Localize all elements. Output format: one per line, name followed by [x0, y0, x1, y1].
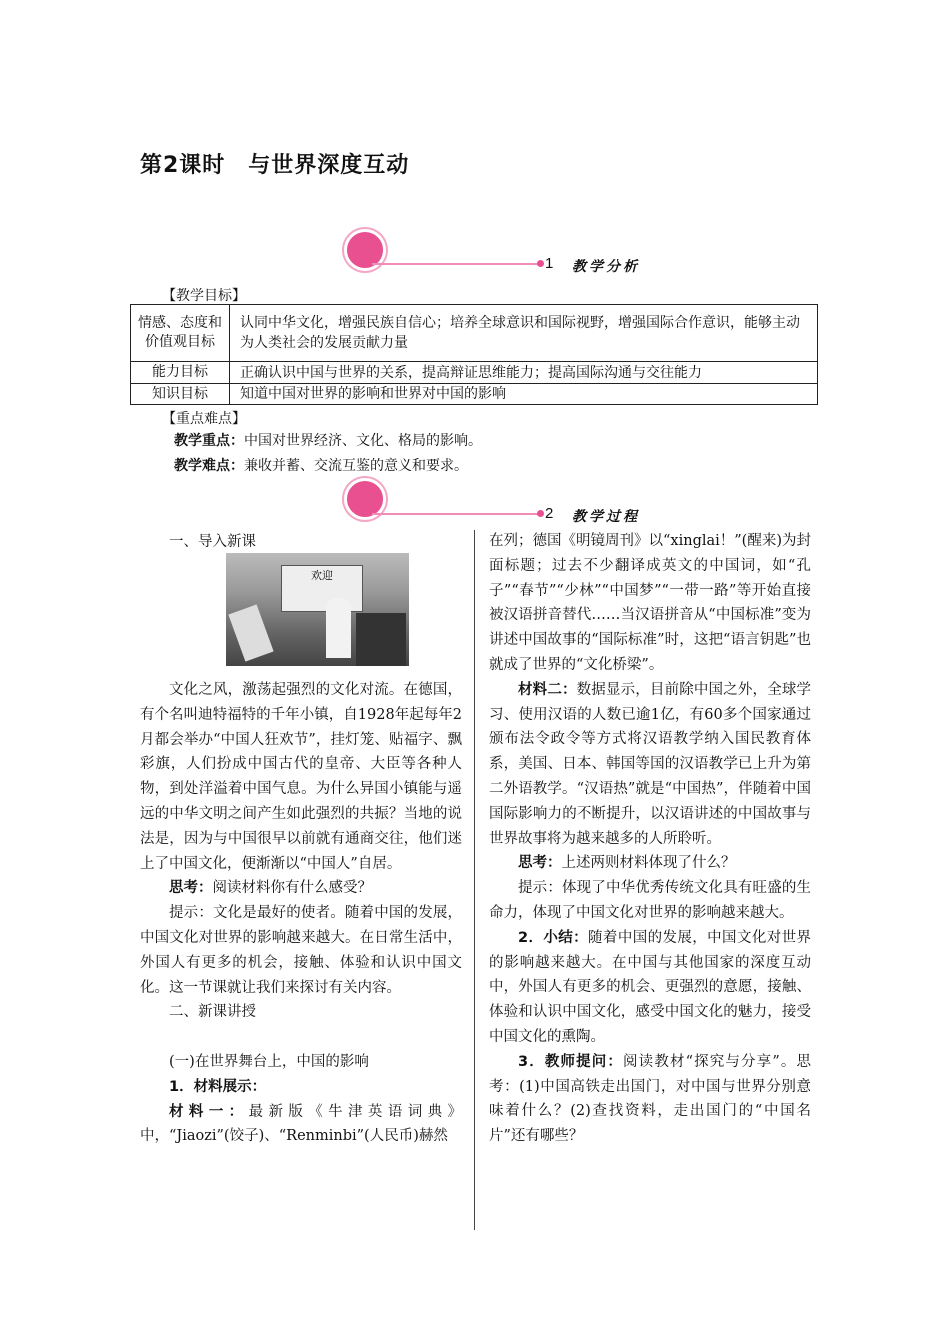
- keypoints-heading: 【重点难点】: [162, 411, 246, 427]
- photo-crowd: [356, 613, 406, 666]
- intro-heading: 一、导入新课: [169, 534, 256, 550]
- think-text: 阅读材料你有什么感受？: [212, 880, 372, 897]
- section-heading: 教学分析: [572, 259, 640, 275]
- material2-label: 材料二：: [518, 681, 577, 698]
- spacer: [140, 1025, 462, 1050]
- table-row: [131, 305, 818, 362]
- question-line: [489, 1050, 811, 1149]
- intro-text: 文化之风，激荡起强烈的文化对流。在德国，有个名叫迪特福特的千年小镇，自1928年起每年2月都会举办“中国人狂欢节”，挂灯笼、贴福字、飘彩旗，人们扮成中国古代的皇帝、大臣等各种人物，到处洋溢着中国气息。为什么异国小镇能与遥远的中华文明之间产生如此强烈的共振？当地的说法是，因为与中国很早以前就有通商交往，他们迷上了中国文化，便渐渐以“中国人”自居。: [140, 682, 462, 872]
- think-text: 上述两则材料体现了什么？: [561, 855, 736, 872]
- objectives-heading: 【教学目标】: [162, 288, 246, 304]
- material1-line: [140, 1100, 462, 1150]
- material2-line: [489, 678, 811, 852]
- hint-label: 提示：: [169, 905, 213, 922]
- item1-label: 1．材料展示：: [169, 1078, 267, 1095]
- material2-text: 数据显示，目前除中国之外，全球学习、使用汉语的人数已逾1亿，有60多个国家通过颁布法令政令等方式将汉语教学纳入国民教育体系，美国、日本、韩国等国的汉语教学已上升为第二外语教学。“汉语热”就是“中国热”，伴随着中国国际影响力的不断提升，以汉语讲述的中国故事与世界故事将为越来越多的人所聆听。: [489, 681, 812, 847]
- row-label: 情感、态度和价值观目标: [131, 305, 230, 362]
- section-divider: [372, 513, 540, 515]
- right-column: [489, 529, 811, 1149]
- think-label: 思考：: [518, 855, 562, 872]
- page-title: 第2课时 与世界深度互动: [140, 153, 410, 178]
- section-heading: 教学过程: [572, 509, 640, 525]
- material1-label: 材料一：: [169, 1103, 249, 1120]
- think-line: [489, 851, 811, 876]
- row-label: 知识目标: [131, 384, 230, 405]
- difficulty-line: [174, 453, 468, 479]
- row-text: 正确认识中国与世界的关系，提高辩证思维能力；提高国际沟通与交往能力: [230, 362, 818, 384]
- focus-text: 中国对世界经济、文化、格局的影响。: [244, 433, 482, 449]
- photo-flag: [228, 604, 273, 661]
- column-divider: [474, 530, 475, 1230]
- hint-text: 文化是最好的使者。随着中国的发展，中国文化对世界的影响越来越大。在日常生活中，外国人有更多的机会，接触、体验和认识中国文化。这一节课就让我们来探讨有关内容。: [140, 905, 463, 996]
- summary-text: 随着中国的发展，中国文化对世界的影响越来越大。在中国与其他国家的深度互动中，外国人有更多的机会、更强烈的意愿，接触、体验和认识中国文化，感受中国文化的魅力，接受中国文化的熏陶。: [489, 929, 812, 1045]
- section-number: 1: [545, 255, 554, 272]
- left-column-body: [140, 678, 462, 1149]
- summary-label: 2．小结：: [518, 929, 589, 946]
- section-dot-icon: [537, 260, 544, 267]
- item1-heading: [140, 1075, 462, 1100]
- section-number: 2: [545, 505, 554, 522]
- festival-photo: [226, 553, 409, 666]
- material1-continued: 在列；德国《明镜周刊》以“xinglai！”(醒来)为封面标题；过去不少翻译成英文的中国词，如“孔子”“春节”“少林”“中国梦”“一带一路”等开始直接被汉语拼音替代……当汉语拼音从“中国标准”变为讲述中国故事的“国际标准”时，这把“语言钥匙”也就成了世界的“文化桥梁”。: [489, 533, 811, 673]
- objectives-table: [130, 304, 818, 405]
- photo-banner: 欢迎: [281, 565, 363, 612]
- row-text: 认同中华文化，增强民族自信心；培养全球意识和国际视野，增强国际合作意识，能够主动为人类社会的发展贡献力量: [230, 305, 818, 362]
- hint-text: 体现了中华优秀传统文化具有旺盛的生命力，体现了中国文化对世界的影响越来越大。: [489, 880, 812, 921]
- row-text: 知道中国对世界的影响和世界对中国的影响: [230, 384, 818, 405]
- difficulty-label: 教学难点：: [174, 458, 244, 474]
- photo-person: [326, 598, 351, 658]
- hint-label: 提示：: [518, 880, 562, 897]
- row-label: 能力目标: [131, 362, 230, 384]
- table-row: [131, 384, 818, 405]
- summary-line: [489, 926, 811, 1050]
- question-text: 阅读教材“探究与分享”。思考：(1)中国高铁走出国门，对中国与世界分别意味着什么？(2)查找资料，走出国门的“中国名片”还有哪些？: [489, 1053, 811, 1145]
- difficulty-text: 兼收并蓄、交流互鉴的意义和要求。: [244, 458, 468, 474]
- material1-text: 最新版《牛津英语词典》中，“Jiaozi”(饺子)、“Renminbi”(人民币)赫然: [140, 1103, 463, 1145]
- think-label: 思考：: [169, 880, 213, 897]
- hint-line: [489, 876, 811, 926]
- question-label: 3．教师提问：: [518, 1053, 624, 1070]
- section-dot-icon: [537, 510, 544, 517]
- new-lesson-heading: 二、新课讲授: [169, 1004, 256, 1021]
- focus-label: 教学重点：: [174, 433, 244, 449]
- think-line: [140, 876, 462, 901]
- left-column: [140, 530, 462, 555]
- sub-heading: (一)在世界舞台上，中国的影响: [169, 1053, 369, 1070]
- hint-line: [140, 901, 462, 1000]
- section-divider: [372, 263, 540, 265]
- table-row: [131, 362, 818, 384]
- focus-line: [174, 428, 482, 454]
